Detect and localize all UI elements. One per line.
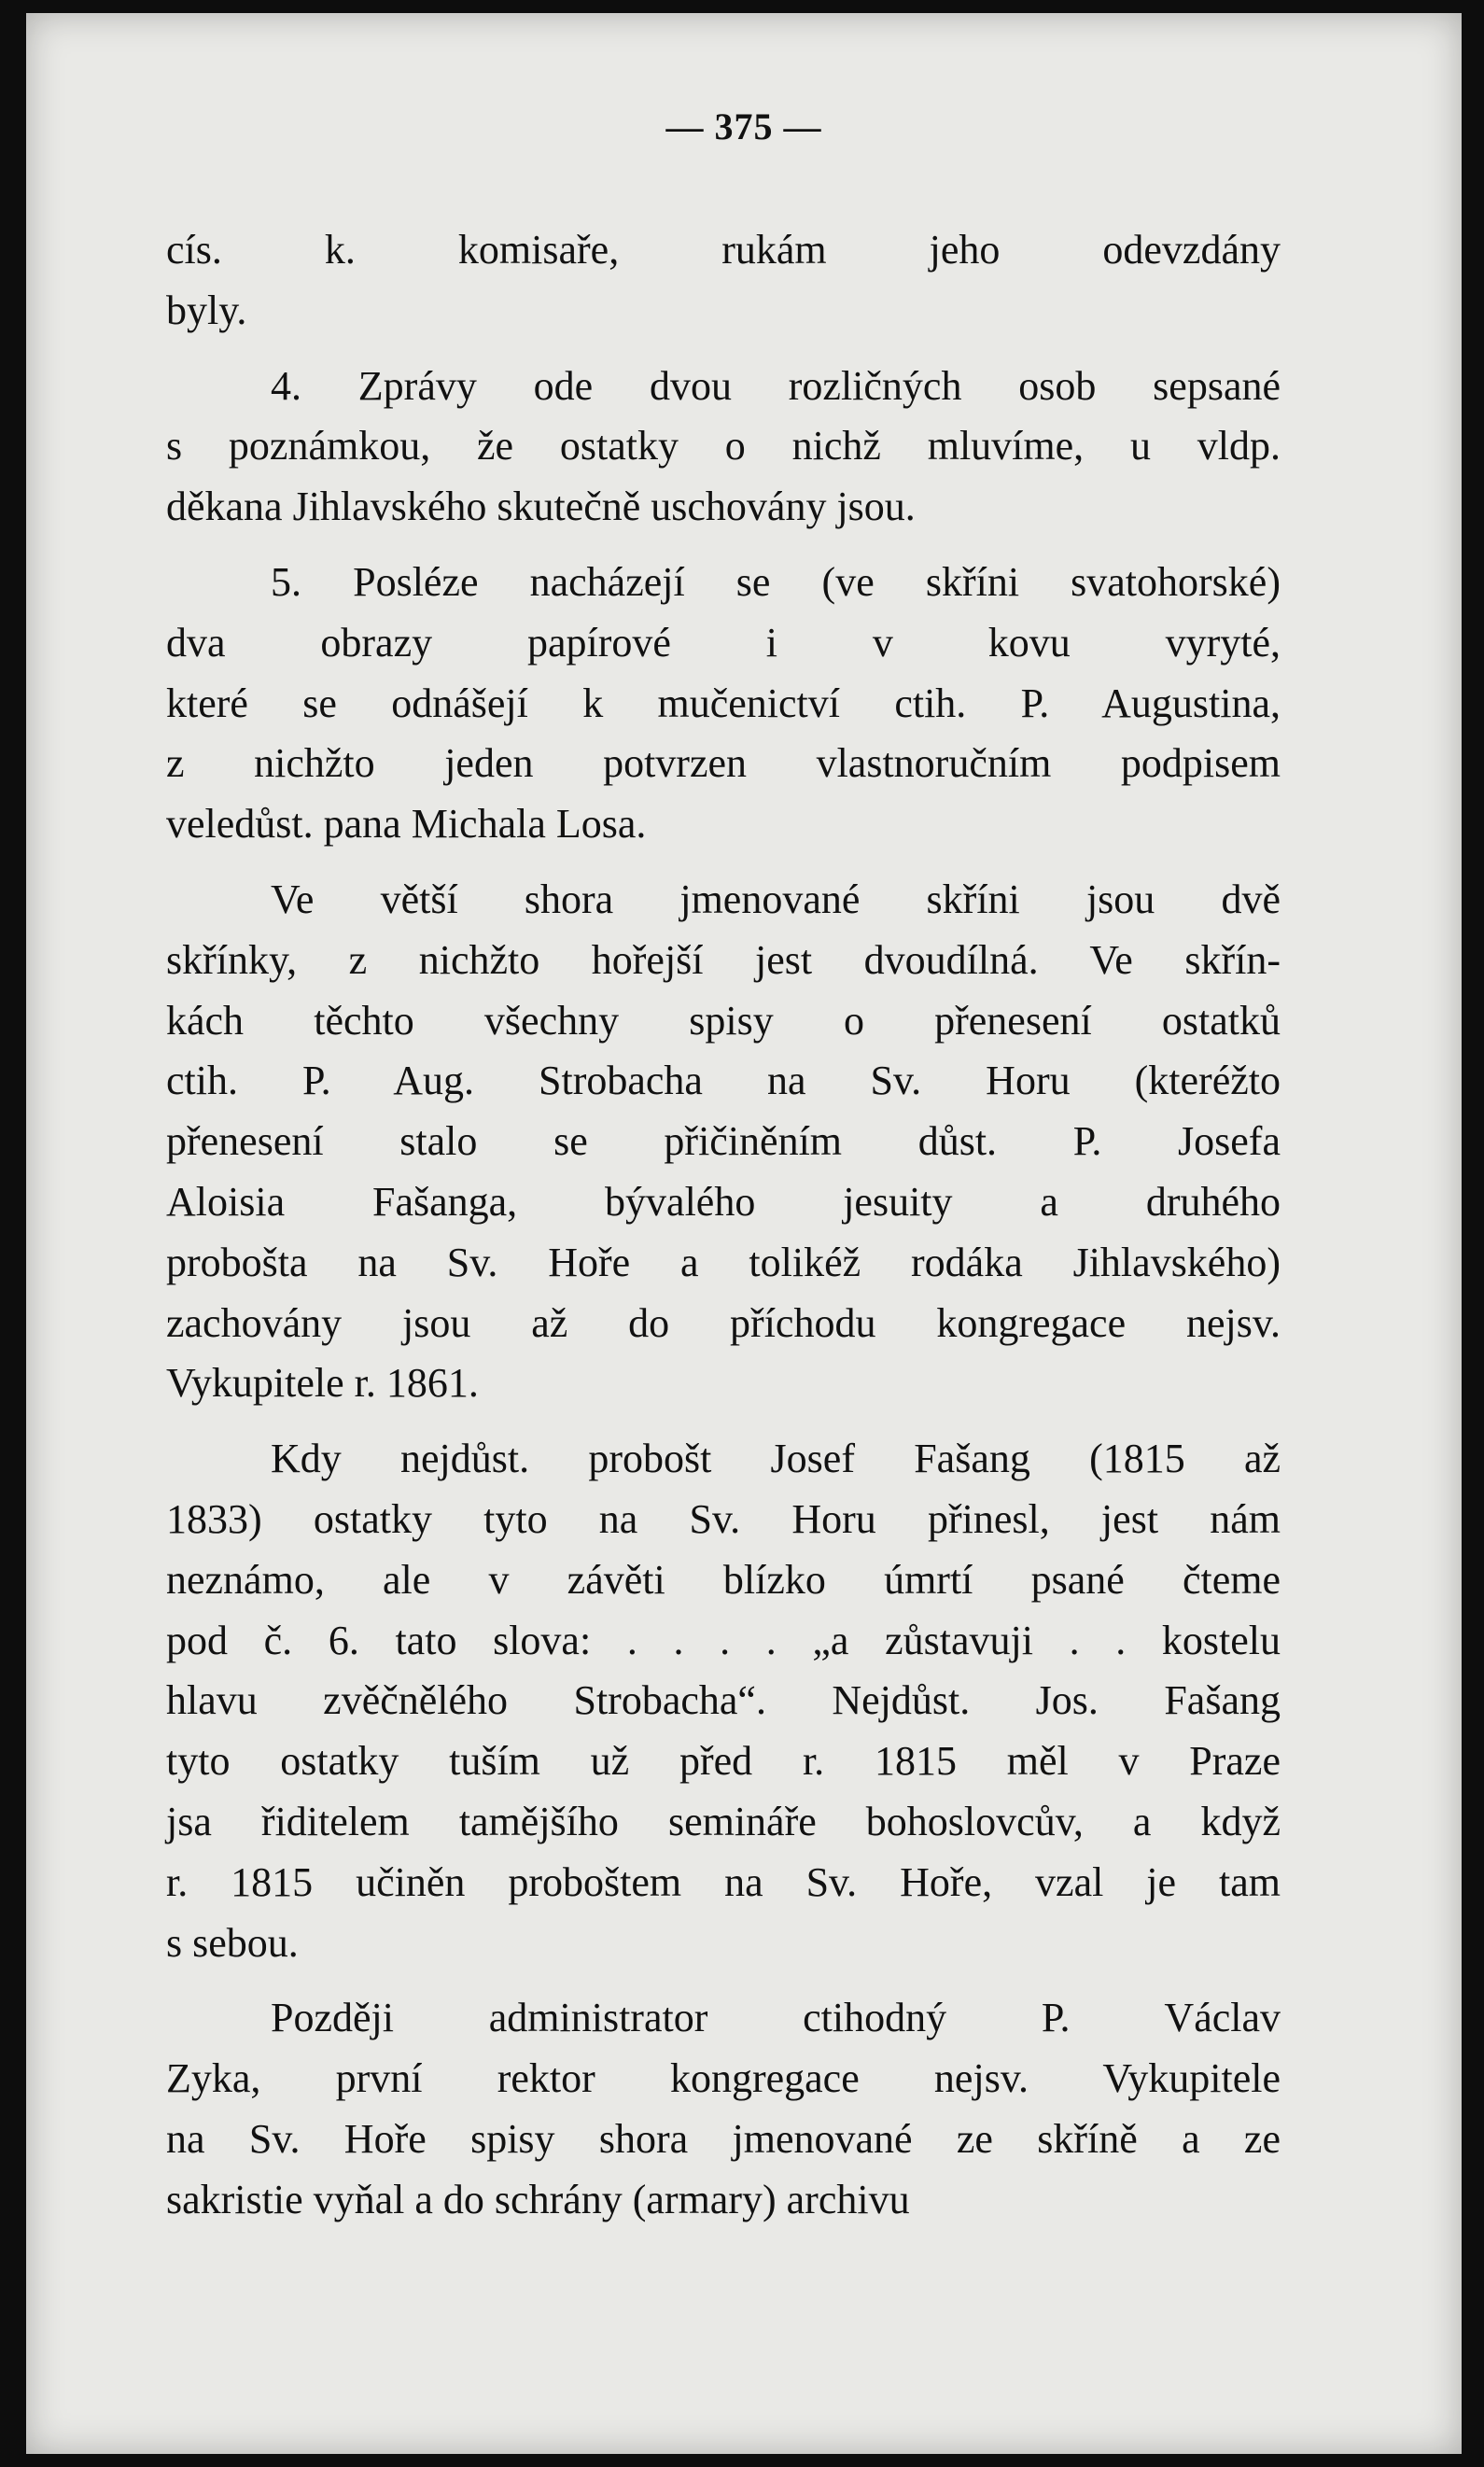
paragraph — [166, 1988, 1281, 2230]
text-line: jsa řiditelem tamějšího semináře bohoslovcův, a když — [166, 1798, 1281, 1844]
text-line: z nichžto jeden potvrzen vlastnoručním podpisem — [166, 740, 1281, 787]
text-line: které se odnášejí k mučenictví ctih. P. Augustina, — [166, 680, 1281, 726]
text-line: r. 1815 učiněn proboštem na Sv. Hoře, vzal je tam — [166, 1858, 1281, 1905]
text-line: Zyka, první rektor kongregace nejsv. Vykupitele — [166, 2055, 1281, 2102]
text-line: děkana Jihlavského skutečně uschovány jsou. — [166, 484, 916, 530]
text-line: Aloisia Fašanga, bývalého jesuity a druhého — [166, 1178, 1281, 1225]
text-line: hlavu zvěčnělého Strobacha“. Nejdůst. Jos. Fašang — [166, 1677, 1281, 1724]
text-line: Vykupitele r. 1861. — [166, 1360, 479, 1407]
paragraph — [166, 870, 1281, 1414]
paragraph-gap — [166, 342, 1281, 357]
paragraph — [166, 553, 1281, 855]
text-line: pod č. 6. tato slova: . . . . „a zůstavuji . . kostelu — [166, 1617, 1281, 1663]
text-line: zachovány jsou až do příchodu kongregace nejsv. — [166, 1299, 1281, 1346]
body-text — [166, 220, 1281, 2231]
text-line: dva obrazy papírové i v kovu vyryté, — [166, 619, 1281, 666]
paragraph-gap — [166, 538, 1281, 553]
text-line: Kdy nejdůst. probošt Josef Fašang (1815 až — [271, 1436, 1281, 1482]
text-line: Ve větší shora jmenované skříni jsou dvě — [271, 876, 1281, 922]
paragraph — [166, 1429, 1281, 1973]
paragraph-gap — [166, 1414, 1281, 1429]
text-line: probošta na Sv. Hoře a tolikéž rodáka Jihlavského) — [166, 1239, 1281, 1285]
text-line: ctih. P. Aug. Strobacha na Sv. Horu (kteréžto — [166, 1058, 1281, 1104]
text-line: kách těchto všechny spisy o přenesení ostatků — [166, 997, 1281, 1044]
text-line: byly. — [166, 287, 247, 333]
text-line: na Sv. Hoře spisy shora jmenované ze skříně a ze — [166, 2115, 1281, 2162]
paragraph-gap — [166, 1973, 1281, 1988]
paragraph-gap — [166, 855, 1281, 870]
page-number: — 375 — — [665, 105, 822, 147]
text-line: sakristie vyňal a do schrány (armary) archivu — [166, 2176, 910, 2222]
text-line: cís. k. komisaře, rukám jeho odevzdány — [166, 227, 1281, 273]
text-line: skřínky, z nichžto hořejší jest dvoudílná. Ve skřín- — [166, 936, 1281, 983]
text-line: s poznámkou, že ostatky o nichž mluvíme, u vldp. — [166, 423, 1281, 470]
text-line: 5. Posléze nacházejí se (ve skříni svatohorské) — [271, 558, 1281, 605]
paragraph — [166, 357, 1281, 538]
text-line: 4. Zprávy ode dvou rozličných osob sepsané — [271, 362, 1281, 409]
text-line: tyto ostatky tuším už před r. 1815 měl v Praze — [166, 1738, 1281, 1785]
text-line: Později administrator ctihodný P. Václav — [271, 1995, 1281, 2041]
text-line: s sebou. — [166, 1919, 299, 1966]
text-line: přenesení stalo se přičiněním důst. P. Josefa — [166, 1118, 1281, 1165]
text-line: 1833) ostatky tyto na Sv. Horu přinesl, jest nám — [166, 1495, 1281, 1542]
paragraph — [166, 220, 1281, 342]
text-line: neznámo, ale v závěti blízko úmrtí psané čteme — [166, 1556, 1281, 1603]
text-line: veledůst. pana Michala Losa. — [166, 801, 647, 848]
book-page — [26, 13, 1462, 2454]
